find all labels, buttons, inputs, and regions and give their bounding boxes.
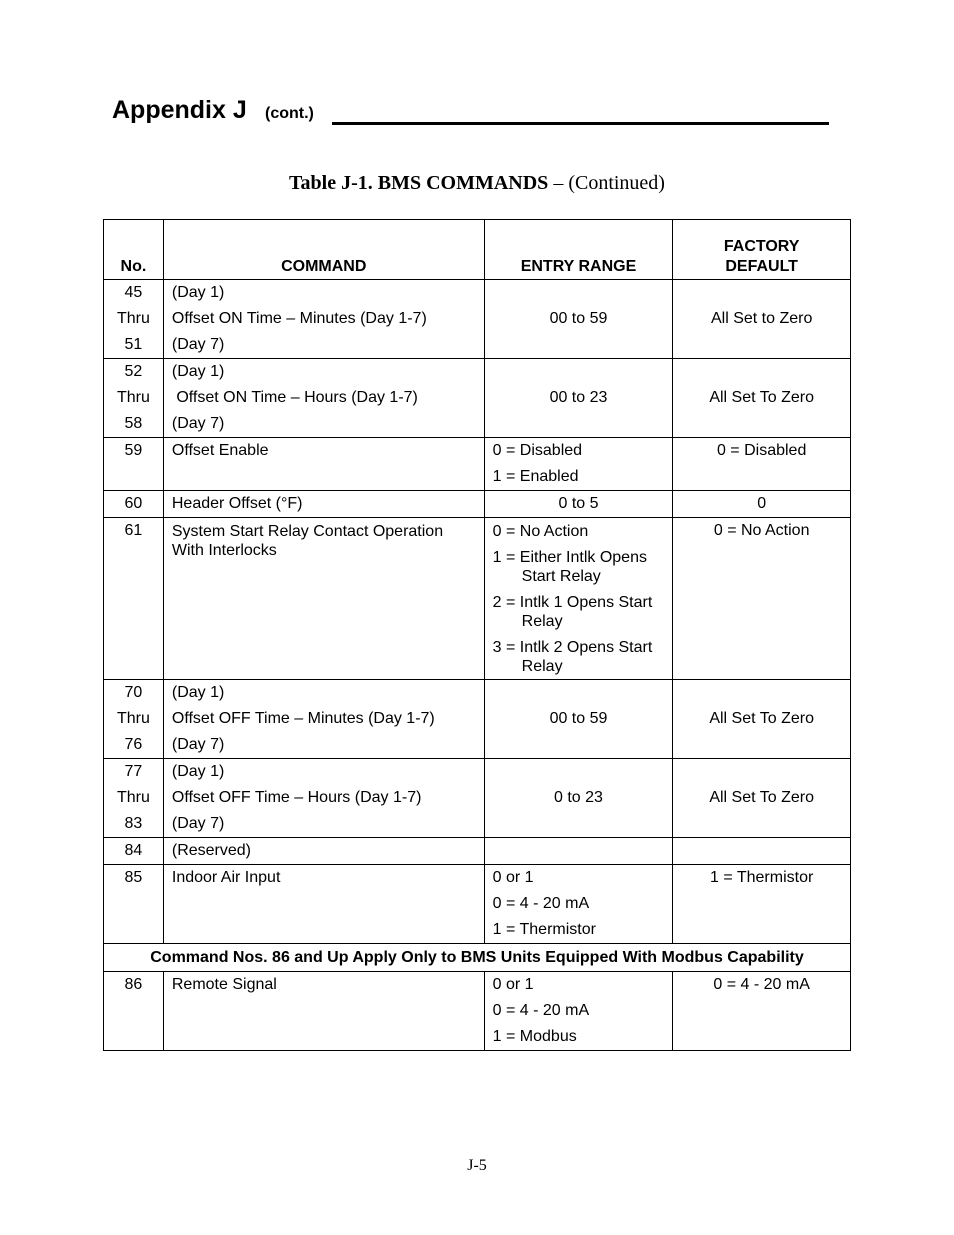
row-number: 61 xyxy=(104,518,164,680)
row-entry-range: 0 to 5 xyxy=(484,491,673,518)
row-number: 77 Thru 83 xyxy=(104,759,164,838)
row-factory-default xyxy=(673,838,851,865)
row-number: 52 Thru 58 xyxy=(104,359,164,438)
table-row xyxy=(104,438,851,491)
table-row xyxy=(104,359,851,438)
appendix-suffix: (cont.) xyxy=(265,105,314,122)
row-entry-range: 0 to 23 xyxy=(484,759,673,838)
row-factory-default: 0 xyxy=(673,491,851,518)
row-factory-default: 0 = 4 - 20 mA xyxy=(673,972,851,1051)
header-command: COMMAND xyxy=(163,220,484,280)
header-rule xyxy=(332,122,829,125)
table-row xyxy=(104,518,851,680)
row-number: 84 xyxy=(104,838,164,865)
row-entry-range: 00 to 23 xyxy=(484,359,673,438)
table-row xyxy=(104,865,851,944)
row-factory-default: All Set To Zero xyxy=(673,759,851,838)
row-command: (Reserved) xyxy=(163,838,484,865)
row-command: (Day 1) Offset ON Time – Minutes (Day 1-7) (Day 7) xyxy=(163,280,484,359)
page-header xyxy=(112,92,832,132)
table-row xyxy=(104,759,851,838)
row-entry-range: 0 = No Action 1 = Either Intlk Opens Start Relay 2 = Intlk 1 Opens Start Relay 3 = Intlk 2 Opens Start Relay xyxy=(484,518,673,680)
row-number: 70 Thru 76 xyxy=(104,680,164,759)
row-number: 86 xyxy=(104,972,164,1051)
row-factory-default: 0 = Disabled xyxy=(673,438,851,491)
row-factory-default: All Set To Zero xyxy=(673,680,851,759)
bms-commands-table xyxy=(103,219,851,1051)
row-number: 85 xyxy=(104,865,164,944)
row-command: (Day 1) Offset OFF Time – Minutes (Day 1-7) (Day 7) xyxy=(163,680,484,759)
table-row xyxy=(104,491,851,518)
row-number: 60 xyxy=(104,491,164,518)
row-entry-range: 0 or 1 0 = 4 - 20 mA 1 = Thermistor xyxy=(484,865,673,944)
header-no: No. xyxy=(104,220,164,280)
table-row xyxy=(104,972,851,1051)
row-factory-default: All Set To Zero xyxy=(673,359,851,438)
row-factory-default: All Set to Zero xyxy=(673,280,851,359)
row-number: 45 Thru 51 xyxy=(104,280,164,359)
header-entry-range: ENTRY RANGE xyxy=(484,220,673,280)
row-entry-range: 00 to 59 xyxy=(484,680,673,759)
modbus-note: Command Nos. 86 and Up Apply Only to BMS Units Equipped With Modbus Capability xyxy=(104,944,851,972)
table-row xyxy=(104,680,851,759)
table-note-row xyxy=(104,944,851,972)
row-command: Indoor Air Input xyxy=(163,865,484,944)
row-command: Remote Signal xyxy=(163,972,484,1051)
table-row xyxy=(104,838,851,865)
appendix-title: Appendix J xyxy=(112,96,247,124)
row-factory-default: 0 = No Action xyxy=(673,518,851,680)
row-command: (Day 1) Offset ON Time – Hours (Day 1-7) (Day 7) xyxy=(163,359,484,438)
header-default-line1: FACTORY xyxy=(723,238,800,255)
row-number: 59 xyxy=(104,438,164,491)
row-factory-default: 1 = Thermistor xyxy=(673,865,851,944)
caption-main: Table J-1. BMS COMMANDS xyxy=(289,172,549,194)
row-command: System Start Relay Contact Operation With Interlocks xyxy=(163,518,484,680)
row-command: (Day 1) Offset OFF Time – Hours (Day 1-7) (Day 7) xyxy=(163,759,484,838)
row-entry-range: 0 = Disabled 1 = Enabled xyxy=(484,438,673,491)
header-default-line2: DEFAULT xyxy=(725,258,798,275)
table-header-row xyxy=(104,220,851,280)
table-row xyxy=(104,280,851,359)
header-factory-default xyxy=(673,220,851,280)
page-number: J-5 xyxy=(467,1157,487,1174)
row-command: Header Offset (°F) xyxy=(163,491,484,518)
row-entry-range xyxy=(484,838,673,865)
row-entry-range: 00 to 59 xyxy=(484,280,673,359)
row-entry-range: 0 or 1 0 = 4 - 20 mA 1 = Modbus xyxy=(484,972,673,1051)
caption-continued: – (Continued) xyxy=(548,172,665,194)
row-command: Offset Enable xyxy=(163,438,484,491)
table-caption xyxy=(0,172,954,195)
